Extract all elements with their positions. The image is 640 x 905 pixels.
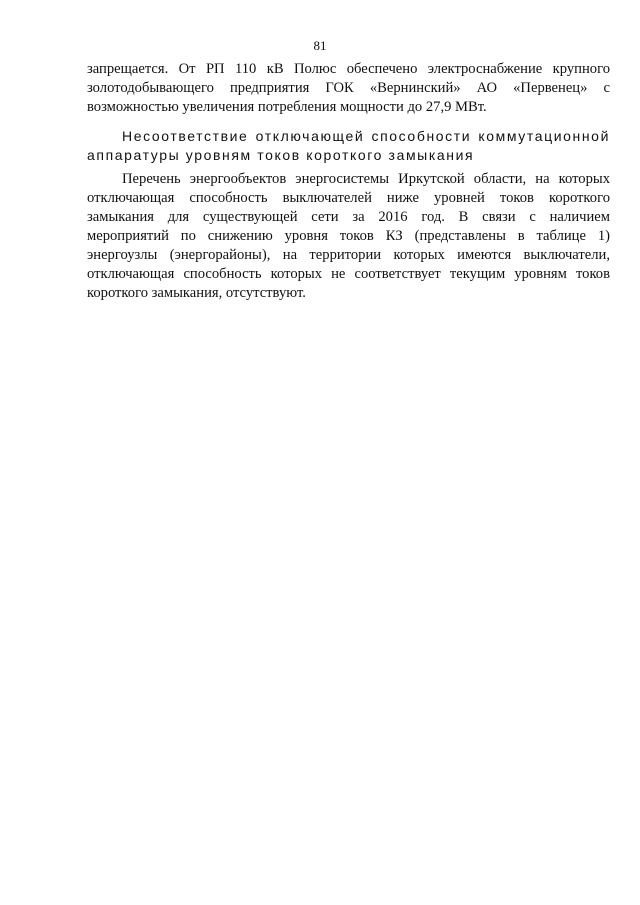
page-number: 81 xyxy=(313,38,327,53)
paragraph-continuation xyxy=(87,60,610,117)
paragraph-line: золотодобывающего предприятия ГОК «Вернинский» АО «Первенец» с xyxy=(87,80,610,96)
section-heading xyxy=(87,127,610,165)
paragraph-line: запрещается. От РП 110 кВ Полюс обеспечено электроснабжение крупного xyxy=(87,61,610,77)
paragraph-line: энергоузлы (энергорайоны), на территории которых имеются выключатели, xyxy=(87,247,610,263)
paragraph-line: Перечень энергообъектов энергосистемы Иркутской области, на которых xyxy=(122,171,610,187)
paragraph-line: возможностью увеличения потребления мощности до 27,9 МВт. xyxy=(87,99,487,115)
paragraph-line: отключающая способность которых не соответствует текущим уровням токов xyxy=(87,266,610,282)
paragraph-line: короткого замыкания, отсутствуют. xyxy=(87,285,306,301)
paragraph-line: мероприятий по снижению уровня токов КЗ (представлены в таблице 1) xyxy=(87,228,610,244)
heading-line: аппаратуры уровням токов короткого замыкания xyxy=(87,147,475,163)
heading-line: Несоответствие отключающей способности коммутационной xyxy=(122,128,610,144)
paragraph-body xyxy=(87,170,610,303)
paragraph-line: замыкания для существующей сети за 2016 год. В связи с наличием xyxy=(87,209,610,225)
paragraph-line: отключающая способность выключателей ниже уровней токов короткого xyxy=(87,190,610,206)
